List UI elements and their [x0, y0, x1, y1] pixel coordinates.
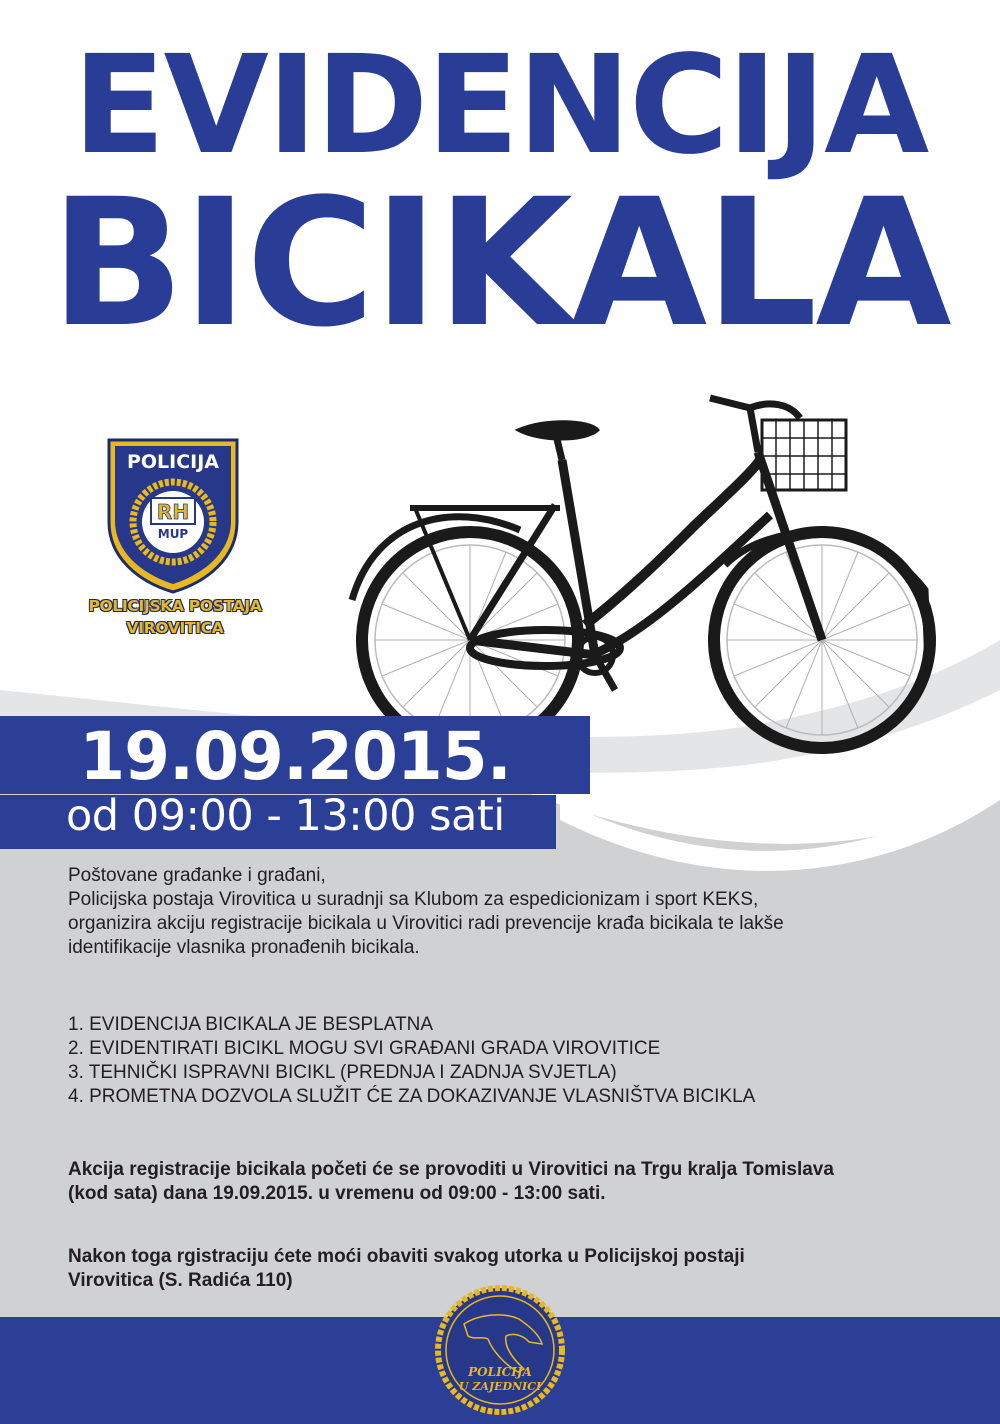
station-name-line-2: VIROVITICA — [126, 619, 224, 637]
intro-line: Policijska postaja Virovitica u suradnji sa Klubom za espedicionizam i sport KEKS, — [68, 889, 759, 910]
badge-emblem-sub: MUP — [157, 527, 189, 541]
intro-line: organizira akciju registracije bicikala u Virovitici radi prevencije krađa bicikala te lakše — [68, 913, 784, 934]
note-line: Virovitica (S. Radića 110) — [68, 1270, 293, 1291]
rules-list — [68, 1013, 968, 1109]
event-date: 19.09.2015. — [79, 718, 511, 795]
title-line-1: EVIDENCIJA — [72, 27, 928, 185]
intro-line: Poštovane građanke i građani, — [68, 865, 326, 886]
rule-item: 4. PROMETNA DOZVOLA SLUŽIT ĆE ZA DOKAZIVANJE VLASNIŠTVA BICIKLA — [68, 1086, 756, 1107]
intro-paragraph — [68, 864, 968, 960]
community-policing-logo — [434, 1284, 566, 1416]
station-name-line-1: POLICIJSKA POSTAJA — [88, 597, 262, 615]
note-line: (kod sata) dana 19.09.2015. u vremenu od 09:00 - 13:00 sati. — [68, 1183, 606, 1204]
community-logo-line-2: U ZAJEDNICI — [458, 1380, 542, 1393]
note-line: Nakon toga rgistraciju ćete moći obaviti svakog utorka u Policijskoj postaji — [68, 1246, 745, 1267]
rule-item: 1. EVIDENCIJA BICIKALA JE BESPLATNA — [68, 1014, 434, 1035]
rule-item: 2. EVIDENTIRATI BICIKL MOGU SVI GRAĐANI GRADA VIROVITICE — [68, 1038, 661, 1059]
rule-item: 3. TEHNIČKI ISPRAVNI BICIKL (PREDNJA I ZADNJA SVJETLA) — [68, 1062, 617, 1083]
location-note — [68, 1158, 968, 1206]
note-line: Akcija registracije bicikala početi će se provoditi u Virovitici na Trgu kralja Tomislava — [68, 1159, 834, 1180]
title-line-2: BICIKALA — [50, 161, 950, 366]
police-badge-logo — [103, 426, 243, 596]
community-logo-line-1: POLICIJA — [468, 1365, 532, 1379]
bicycle-illustration — [330, 390, 950, 770]
badge-emblem-letters: RH — [156, 500, 190, 524]
event-time: od 09:00 - 13:00 sati — [66, 791, 505, 841]
badge-name: POLICIJA — [126, 451, 220, 473]
intro-line: identifikacije vlasnika pronađenih bicikala. — [68, 937, 420, 958]
